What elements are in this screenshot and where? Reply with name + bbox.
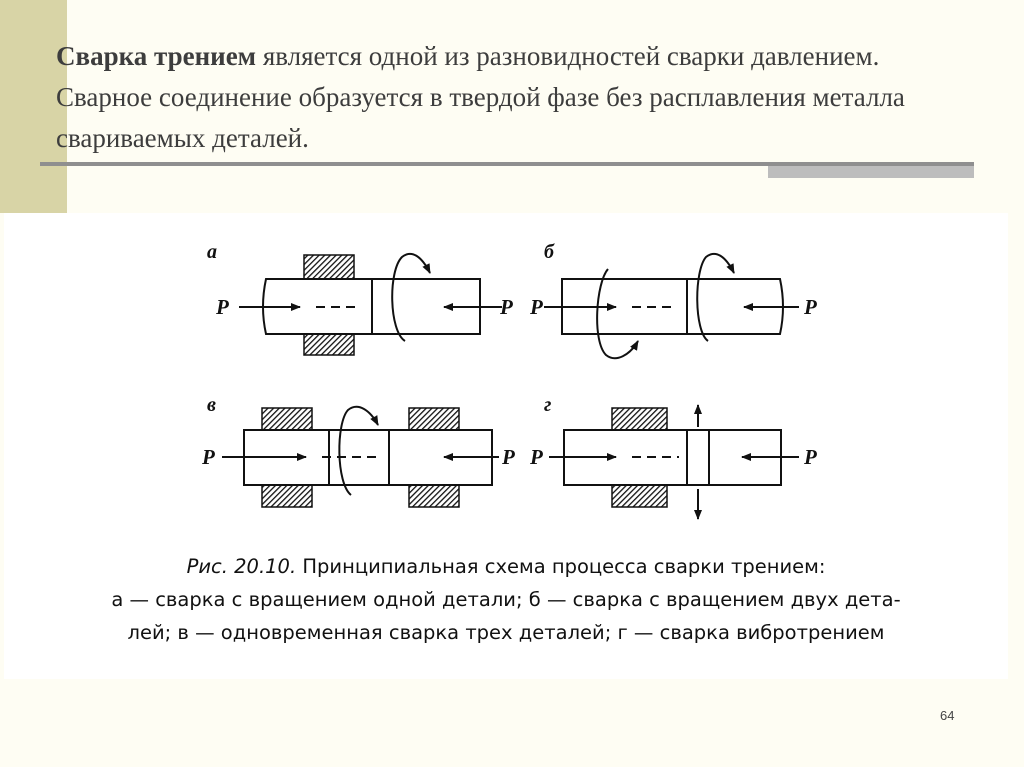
title-bold-term: Сварка трением: [56, 41, 257, 71]
page-number: 64: [940, 708, 955, 723]
force-label-left: P: [530, 295, 543, 319]
panel-v-label: в: [207, 394, 216, 416]
clamp-block: [409, 408, 459, 430]
force-label-left: P: [202, 445, 215, 469]
clamp-block: [612, 485, 667, 507]
caption-line-1: [4, 550, 1008, 583]
caption-figure-number: Рис. 20.10.: [186, 555, 297, 578]
panel-a-label: а: [207, 241, 217, 263]
clamp-block: [304, 334, 354, 355]
rotation-arrow: [392, 254, 430, 341]
panel-b: [529, 241, 817, 358]
figure-panel: [4, 213, 1008, 679]
clamp-block: [262, 408, 312, 430]
caption-heading: Принципиальная схема процесса сварки трением:: [296, 555, 826, 578]
force-label-left: P: [530, 445, 543, 469]
panel-a: [207, 241, 513, 355]
panel-v: [201, 394, 515, 507]
panel-g: [529, 394, 817, 519]
rotation-arrow: [697, 254, 734, 341]
rotation-arrow: [339, 407, 378, 495]
force-label-right: P: [502, 445, 515, 469]
caption-line-3: лей; в — одновременная сварка трех деталей; г — сварка вибротрением: [127, 621, 885, 644]
clamp-block: [612, 408, 667, 430]
clamp-block: [304, 255, 354, 279]
workpiece-middle: [687, 430, 709, 485]
clamp-block: [409, 485, 459, 507]
title-text-rest: является одной из разновидностей сварки давлением. Сварное соединение образуется в твердой фазе без расплавления металла свариваемых деталей.: [56, 41, 905, 153]
slide-title: [56, 36, 976, 159]
force-label-left: P: [216, 295, 229, 319]
welding-diagram: [4, 213, 1008, 553]
figure-caption: [4, 550, 1008, 649]
panel-b-label: б: [544, 241, 554, 263]
force-label-right: P: [500, 295, 513, 319]
force-label-right: P: [804, 295, 817, 319]
caption-line-2: а — сварка с вращением одной детали; б — сварка с вращением двух дета-: [111, 588, 901, 611]
title-divider-bar: [768, 166, 974, 178]
clamp-block: [262, 485, 312, 507]
force-label-right: P: [804, 445, 817, 469]
panel-g-label: г: [544, 394, 552, 416]
rotation-arrow: [597, 269, 638, 358]
